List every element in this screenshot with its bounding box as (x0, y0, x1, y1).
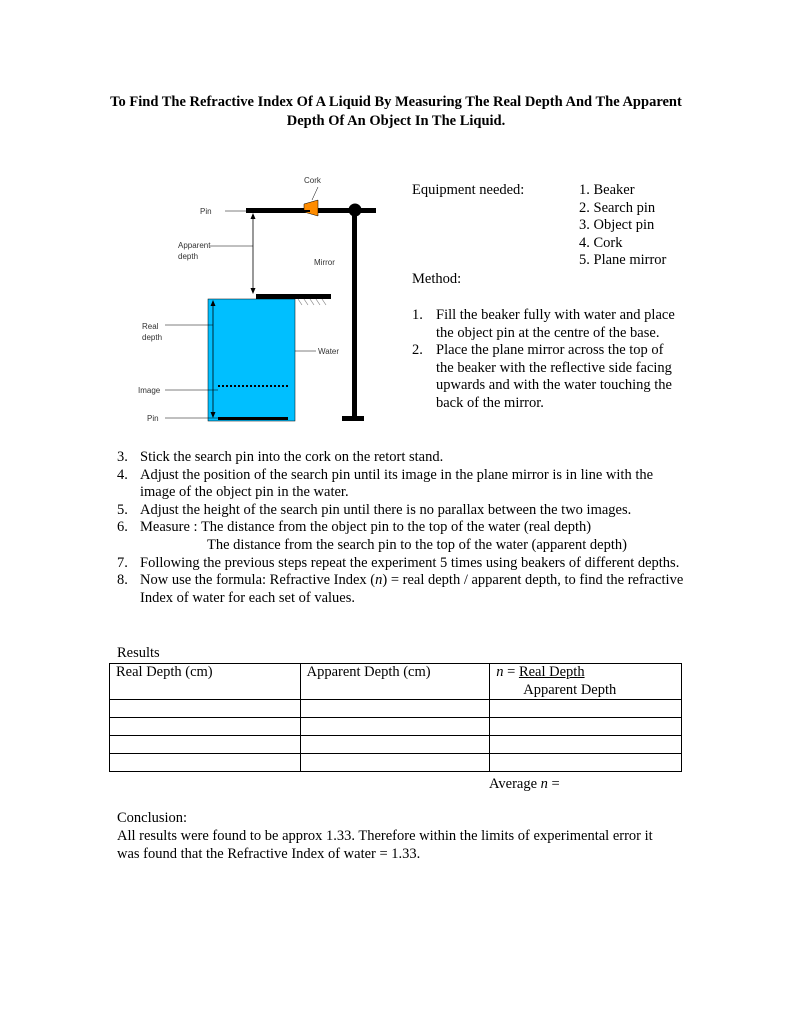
step-number: 4. (117, 466, 128, 483)
label-real-depth: Real (142, 322, 159, 331)
equipment-item: 5. Plane mirror (579, 252, 667, 269)
n-symbol: n (540, 776, 548, 792)
n-numerator: Real Depth (518, 664, 585, 680)
beaker-water (208, 299, 295, 421)
step-text-b: ) = real depth / apparent depth, to find the refractive Index of water for each set of values. (140, 572, 684, 606)
equipment-item: 4. Cork (579, 234, 623, 251)
step-text: Place the plane mirror across the top of the beaker with the reflective side facing (436, 342, 672, 376)
table-cell[interactable] (300, 718, 490, 736)
average-n (489, 776, 560, 794)
n-symbol: n (375, 572, 383, 589)
step-number: 6. (117, 519, 128, 536)
conclusion-label: Conclusion: (117, 810, 188, 826)
step-number: 1. (412, 307, 423, 323)
table-cell[interactable] (110, 736, 301, 754)
method-steps-side (412, 307, 682, 413)
step-text: Stick the search pin into the cork on the retort stand. (140, 449, 444, 465)
method-step (117, 519, 687, 554)
step-text: Following the previous steps repeat the experiment 5 times using beakers of different depths. (140, 554, 680, 571)
cork (304, 200, 318, 216)
step-text-a: Now use the formula: Refractive Index ( (140, 572, 376, 589)
table-cell[interactable] (300, 736, 490, 754)
retort-stand-rod (352, 210, 357, 420)
table-cell[interactable] (490, 754, 682, 772)
equipment-label: Equipment needed: (412, 182, 525, 198)
object-pin (218, 417, 288, 420)
method-step (117, 502, 687, 520)
page-title: To Find The Refractive Index Of A Liquid By Measuring The Real Depth And The Apparent Depth Of An Object In The Liquid. (110, 94, 682, 129)
label-water: Water (318, 347, 340, 356)
n-symbol: n (496, 664, 504, 680)
table-cell[interactable] (300, 700, 490, 718)
table-row (110, 754, 682, 772)
table-cell[interactable] (110, 700, 301, 718)
n-denominator: Apparent Depth (523, 681, 617, 698)
label-apparent-depth: Apparent (178, 241, 211, 250)
method-step (117, 555, 687, 573)
table-row (110, 718, 682, 736)
table-cell[interactable] (490, 718, 682, 736)
table-cell[interactable] (110, 754, 301, 772)
step-text: Adjust the position of the search pin until its image in the plane mirror is in line with the image of the object pin in the water. (140, 466, 654, 501)
label-pin-top: Pin (200, 207, 212, 216)
boss-clamp (349, 204, 362, 217)
table-header-row (110, 664, 682, 700)
step-text: Measure : The distance from the object pin to the top of the water (real depth) (140, 519, 592, 536)
step-number: 7. (117, 554, 128, 571)
step-number: 8. (117, 572, 128, 589)
conclusion-text: All results were found to be approx 1.33. Therefore within the limits of experimental error it was found that the Refractive Index of water = 1.33. (117, 828, 653, 862)
n-equals: = (503, 664, 519, 680)
label-real-depth-2: depth (142, 333, 163, 342)
method-step (412, 307, 682, 342)
equipment-list (579, 182, 666, 270)
results-table (109, 663, 682, 772)
equipment-item: 1. Beaker (579, 182, 635, 198)
method-steps (117, 449, 687, 607)
table-cell[interactable] (300, 754, 490, 772)
step-number: 5. (117, 501, 128, 518)
mirror-hatching (298, 299, 326, 305)
results-label: Results (117, 645, 160, 661)
label-apparent-depth-2: depth (178, 252, 199, 261)
label-mirror: Mirror (314, 258, 335, 267)
label-image: Image (138, 386, 161, 395)
step-number: 2. (412, 342, 423, 359)
plane-mirror (256, 294, 331, 299)
header-real-depth: Real Depth (cm) (110, 664, 301, 700)
header-apparent-depth: Apparent Depth (cm) (300, 664, 490, 700)
method-step (117, 572, 687, 607)
average-label: Average (489, 776, 541, 792)
table-cell[interactable] (490, 700, 682, 718)
step-text: Adjust the height of the search pin until there is no parallax between the two images. (140, 501, 632, 518)
label-cork: Cork (304, 176, 321, 185)
method-step (117, 449, 687, 467)
retort-stand-base (342, 416, 364, 421)
step-number: 3. (117, 449, 128, 465)
step-text-continued: upwards and with the water touching the back of the mirror. (436, 377, 672, 411)
table-row (110, 736, 682, 754)
average-equals: = (547, 776, 560, 792)
label-pin-bottom: Pin (147, 414, 159, 423)
method-step (412, 342, 682, 412)
header-n (490, 664, 682, 700)
method-step (117, 467, 687, 502)
step-text-continued: The distance from the search pin to the top of the water (apparent depth) (207, 536, 627, 553)
method-label: Method: (412, 271, 462, 287)
refraction-apparatus-diagram (130, 172, 390, 432)
step-text: Fill the beaker fully with water and place the object pin at the centre of the base. (436, 307, 675, 341)
table-row (110, 700, 682, 718)
table-cell[interactable] (490, 736, 682, 754)
equipment-item: 2. Search pin (579, 199, 656, 216)
equipment-item: 3. Object pin (579, 217, 655, 234)
table-cell[interactable] (110, 718, 301, 736)
